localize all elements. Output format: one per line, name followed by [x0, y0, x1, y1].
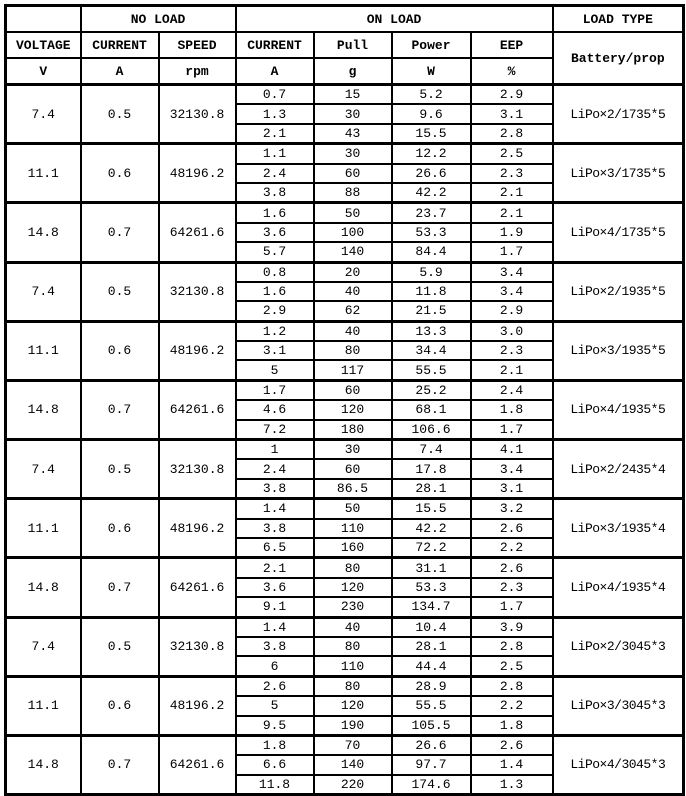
eep-cell: 2.4 [471, 380, 553, 400]
on-load-current-cell: 3.8 [236, 183, 314, 203]
pull-cell: 117 [314, 360, 392, 380]
on-load-current-cell: 9.5 [236, 716, 314, 736]
power-cell: 13.3 [392, 321, 471, 341]
pull-cell: 60 [314, 380, 392, 400]
eep-cell: 3.4 [471, 459, 553, 478]
eep-cell: 2.9 [471, 301, 553, 321]
voltage-cell: 14.8 [6, 203, 81, 262]
speed-unit: rpm [159, 58, 236, 85]
on-load-current-cell: 0.7 [236, 85, 314, 105]
on-load-current-cell: 6.5 [236, 538, 314, 558]
eep-cell: 2.2 [471, 538, 553, 558]
eep-cell: 2.3 [471, 341, 553, 360]
on-load-current-cell: 6 [236, 656, 314, 676]
speed-column-header: SPEED [159, 32, 236, 58]
eep-cell: 3.4 [471, 282, 553, 301]
on-load-current-cell: 2.4 [236, 459, 314, 478]
pull-cell: 43 [314, 124, 392, 144]
power-cell: 42.2 [392, 519, 471, 538]
on-load-current-cell: 2.6 [236, 676, 314, 696]
power-cell: 5.9 [392, 262, 471, 282]
on-load-current-cell: 1.2 [236, 321, 314, 341]
speed-cell: 32130.8 [159, 262, 236, 321]
eep-cell: 2.1 [471, 183, 553, 203]
speed-cell: 64261.6 [159, 735, 236, 794]
table-body [6, 85, 684, 795]
power-cell: 55.5 [392, 696, 471, 715]
pull-cell: 80 [314, 637, 392, 656]
on-load-current-cell: 1.3 [236, 104, 314, 123]
no-load-current-cell: 0.5 [81, 262, 159, 321]
on-load-current-cell: 5 [236, 696, 314, 715]
on-load-current-cell: 7.2 [236, 420, 314, 440]
no-load-current-cell: 0.7 [81, 380, 159, 439]
pull-cell: 70 [314, 735, 392, 755]
voltage-cell: 14.8 [6, 558, 81, 617]
on-load-current-cell: 2.1 [236, 124, 314, 144]
power-cell: 11.8 [392, 282, 471, 301]
table-row [6, 85, 684, 105]
eep-cell: 2.3 [471, 164, 553, 183]
on-load-current-column-header: CURRENT [236, 32, 314, 58]
speed-cell: 64261.6 [159, 558, 236, 617]
on-load-current-unit: A [236, 58, 314, 85]
battery-prop-cell: LiPo×3/3045*3 [553, 676, 684, 735]
no-load-current-unit: A [81, 58, 159, 85]
table-row [6, 735, 684, 755]
battery-prop-cell: LiPo×3/1935*5 [553, 321, 684, 380]
power-cell: 28.1 [392, 637, 471, 656]
eep-cell: 1.7 [471, 242, 553, 262]
on-load-current-cell: 4.6 [236, 400, 314, 419]
eep-cell: 2.5 [471, 656, 553, 676]
voltage-cell: 11.1 [6, 499, 81, 558]
power-unit: W [392, 58, 471, 85]
pull-cell: 30 [314, 104, 392, 123]
table-header [6, 6, 684, 85]
pull-cell: 80 [314, 558, 392, 578]
eep-cell: 3.9 [471, 617, 553, 637]
pull-cell: 30 [314, 440, 392, 460]
eep-cell: 3.1 [471, 104, 553, 123]
table-row [6, 499, 684, 519]
speed-cell: 48196.2 [159, 321, 236, 380]
power-cell: 28.1 [392, 479, 471, 499]
eep-cell: 1.8 [471, 716, 553, 736]
on-load-current-cell: 3.6 [236, 578, 314, 597]
power-cell: 53.3 [392, 223, 471, 242]
motor-spec-table [4, 4, 685, 796]
eep-cell: 2.3 [471, 578, 553, 597]
eep-cell: 1.8 [471, 400, 553, 419]
battery-prop-cell: LiPo×2/1935*5 [553, 262, 684, 321]
table-row [6, 144, 684, 164]
eep-cell: 3.4 [471, 262, 553, 282]
pull-cell: 160 [314, 538, 392, 558]
power-cell: 26.6 [392, 735, 471, 755]
pull-cell: 140 [314, 755, 392, 774]
on-load-current-cell: 1.8 [236, 735, 314, 755]
eep-cell: 2.8 [471, 124, 553, 144]
eep-cell: 2.8 [471, 676, 553, 696]
header-row-sections [6, 6, 684, 33]
power-cell: 5.2 [392, 85, 471, 105]
power-cell: 17.8 [392, 459, 471, 478]
voltage-cell: 7.4 [6, 262, 81, 321]
power-column-header: Power [392, 32, 471, 58]
power-cell: 55.5 [392, 360, 471, 380]
power-cell: 134.7 [392, 597, 471, 617]
battery-prop-cell: LiPo×4/1935*5 [553, 380, 684, 439]
speed-cell: 64261.6 [159, 203, 236, 262]
no-load-current-cell: 0.7 [81, 558, 159, 617]
no-load-current-cell: 0.6 [81, 321, 159, 380]
on-load-current-cell: 11.8 [236, 775, 314, 795]
on-load-current-cell: 0.8 [236, 262, 314, 282]
voltage-cell: 7.4 [6, 617, 81, 676]
power-cell: 10.4 [392, 617, 471, 637]
on-load-current-cell: 9.1 [236, 597, 314, 617]
header-row-labels [6, 32, 684, 58]
pull-cell: 220 [314, 775, 392, 795]
on-load-current-cell: 3.8 [236, 519, 314, 538]
on-load-current-cell: 1.4 [236, 499, 314, 519]
pull-cell: 20 [314, 262, 392, 282]
no-load-section-header: NO LOAD [81, 6, 236, 33]
power-cell: 72.2 [392, 538, 471, 558]
power-cell: 42.2 [392, 183, 471, 203]
no-load-current-cell: 0.7 [81, 735, 159, 794]
speed-cell: 48196.2 [159, 144, 236, 203]
load-type-section-header: LOAD TYPE [553, 6, 684, 33]
pull-unit: g [314, 58, 392, 85]
pull-cell: 110 [314, 656, 392, 676]
pull-cell: 190 [314, 716, 392, 736]
table-row [6, 262, 684, 282]
speed-cell: 32130.8 [159, 617, 236, 676]
eep-cell: 1.9 [471, 223, 553, 242]
pull-cell: 100 [314, 223, 392, 242]
power-cell: 97.7 [392, 755, 471, 774]
pull-cell: 62 [314, 301, 392, 321]
pull-cell: 40 [314, 617, 392, 637]
battery-prop-cell: LiPo×3/1935*4 [553, 499, 684, 558]
on-load-current-cell: 3.8 [236, 637, 314, 656]
speed-cell: 64261.6 [159, 380, 236, 439]
pull-cell: 110 [314, 519, 392, 538]
eep-cell: 2.6 [471, 558, 553, 578]
table-row [6, 380, 684, 400]
power-cell: 53.3 [392, 578, 471, 597]
pull-column-header: Pull [314, 32, 392, 58]
on-load-current-cell: 3.6 [236, 223, 314, 242]
on-load-current-cell: 3.1 [236, 341, 314, 360]
no-load-current-cell: 0.5 [81, 617, 159, 676]
battery-prop-cell: LiPo×3/1735*5 [553, 144, 684, 203]
speed-cell: 48196.2 [159, 676, 236, 735]
battery-prop-cell: LiPo×4/3045*3 [553, 735, 684, 794]
on-load-current-cell: 1.6 [236, 203, 314, 223]
voltage-cell: 14.8 [6, 380, 81, 439]
on-load-current-cell: 2.4 [236, 164, 314, 183]
voltage-cell: 14.8 [6, 735, 81, 794]
pull-cell: 15 [314, 85, 392, 105]
pull-cell: 40 [314, 321, 392, 341]
eep-cell: 2.1 [471, 203, 553, 223]
no-load-current-column-header: CURRENT [81, 32, 159, 58]
battery-prop-column-header: Battery/prop [553, 32, 684, 85]
power-cell: 7.4 [392, 440, 471, 460]
on-load-current-cell: 5 [236, 360, 314, 380]
table-row [6, 558, 684, 578]
power-cell: 15.5 [392, 124, 471, 144]
on-load-current-cell: 1.1 [236, 144, 314, 164]
table-row [6, 321, 684, 341]
power-cell: 68.1 [392, 400, 471, 419]
corner-cell [6, 6, 81, 33]
eep-unit: % [471, 58, 553, 85]
voltage-cell: 7.4 [6, 440, 81, 499]
power-cell: 26.6 [392, 164, 471, 183]
voltage-cell: 11.1 [6, 144, 81, 203]
table-row [6, 617, 684, 637]
on-load-current-cell: 6.6 [236, 755, 314, 774]
on-load-current-cell: 1.4 [236, 617, 314, 637]
power-cell: 105.5 [392, 716, 471, 736]
voltage-cell: 11.1 [6, 321, 81, 380]
battery-prop-cell: LiPo×4/1735*5 [553, 203, 684, 262]
on-load-section-header: ON LOAD [236, 6, 553, 33]
pull-cell: 60 [314, 164, 392, 183]
speed-cell: 32130.8 [159, 85, 236, 144]
eep-cell: 2.8 [471, 637, 553, 656]
pull-cell: 60 [314, 459, 392, 478]
no-load-current-cell: 0.6 [81, 676, 159, 735]
eep-cell: 2.9 [471, 85, 553, 105]
eep-cell: 2.6 [471, 735, 553, 755]
pull-cell: 180 [314, 420, 392, 440]
eep-cell: 3.1 [471, 479, 553, 499]
speed-cell: 48196.2 [159, 499, 236, 558]
on-load-current-cell: 2.9 [236, 301, 314, 321]
battery-prop-cell: LiPo×2/2435*4 [553, 440, 684, 499]
power-cell: 25.2 [392, 380, 471, 400]
no-load-current-cell: 0.5 [81, 440, 159, 499]
on-load-current-cell: 1 [236, 440, 314, 460]
power-cell: 174.6 [392, 775, 471, 795]
table-row [6, 440, 684, 460]
pull-cell: 80 [314, 676, 392, 696]
no-load-current-cell: 0.7 [81, 203, 159, 262]
pull-cell: 80 [314, 341, 392, 360]
power-cell: 9.6 [392, 104, 471, 123]
eep-cell: 1.7 [471, 420, 553, 440]
eep-cell: 2.6 [471, 519, 553, 538]
pull-cell: 50 [314, 499, 392, 519]
power-cell: 12.2 [392, 144, 471, 164]
eep-cell: 2.5 [471, 144, 553, 164]
on-load-current-cell: 5.7 [236, 242, 314, 262]
no-load-current-cell: 0.5 [81, 85, 159, 144]
eep-cell: 2.1 [471, 360, 553, 380]
voltage-unit: V [6, 58, 81, 85]
no-load-current-cell: 0.6 [81, 499, 159, 558]
on-load-current-cell: 1.7 [236, 380, 314, 400]
power-cell: 31.1 [392, 558, 471, 578]
eep-cell: 2.2 [471, 696, 553, 715]
pull-cell: 30 [314, 144, 392, 164]
eep-cell: 4.1 [471, 440, 553, 460]
pull-cell: 86.5 [314, 479, 392, 499]
eep-cell: 3.2 [471, 499, 553, 519]
pull-cell: 120 [314, 578, 392, 597]
power-cell: 44.4 [392, 656, 471, 676]
battery-prop-cell: LiPo×2/1735*5 [553, 85, 684, 144]
pull-cell: 88 [314, 183, 392, 203]
battery-prop-cell: LiPo×2/3045*3 [553, 617, 684, 676]
pull-cell: 50 [314, 203, 392, 223]
table-row [6, 676, 684, 696]
on-load-current-cell: 1.6 [236, 282, 314, 301]
power-cell: 84.4 [392, 242, 471, 262]
power-cell: 34.4 [392, 341, 471, 360]
pull-cell: 120 [314, 696, 392, 715]
power-cell: 15.5 [392, 499, 471, 519]
eep-cell: 3.0 [471, 321, 553, 341]
power-cell: 21.5 [392, 301, 471, 321]
table-row [6, 203, 684, 223]
power-cell: 23.7 [392, 203, 471, 223]
eep-column-header: EEP [471, 32, 553, 58]
pull-cell: 230 [314, 597, 392, 617]
on-load-current-cell: 2.1 [236, 558, 314, 578]
voltage-cell: 11.1 [6, 676, 81, 735]
eep-cell: 1.3 [471, 775, 553, 795]
pull-cell: 120 [314, 400, 392, 419]
pull-cell: 40 [314, 282, 392, 301]
voltage-cell: 7.4 [6, 85, 81, 144]
speed-cell: 32130.8 [159, 440, 236, 499]
no-load-current-cell: 0.6 [81, 144, 159, 203]
eep-cell: 1.7 [471, 597, 553, 617]
pull-cell: 140 [314, 242, 392, 262]
power-cell: 28.9 [392, 676, 471, 696]
on-load-current-cell: 3.8 [236, 479, 314, 499]
voltage-column-header: VOLTAGE [6, 32, 81, 58]
power-cell: 106.6 [392, 420, 471, 440]
eep-cell: 1.4 [471, 755, 553, 774]
battery-prop-cell: LiPo×4/1935*4 [553, 558, 684, 617]
